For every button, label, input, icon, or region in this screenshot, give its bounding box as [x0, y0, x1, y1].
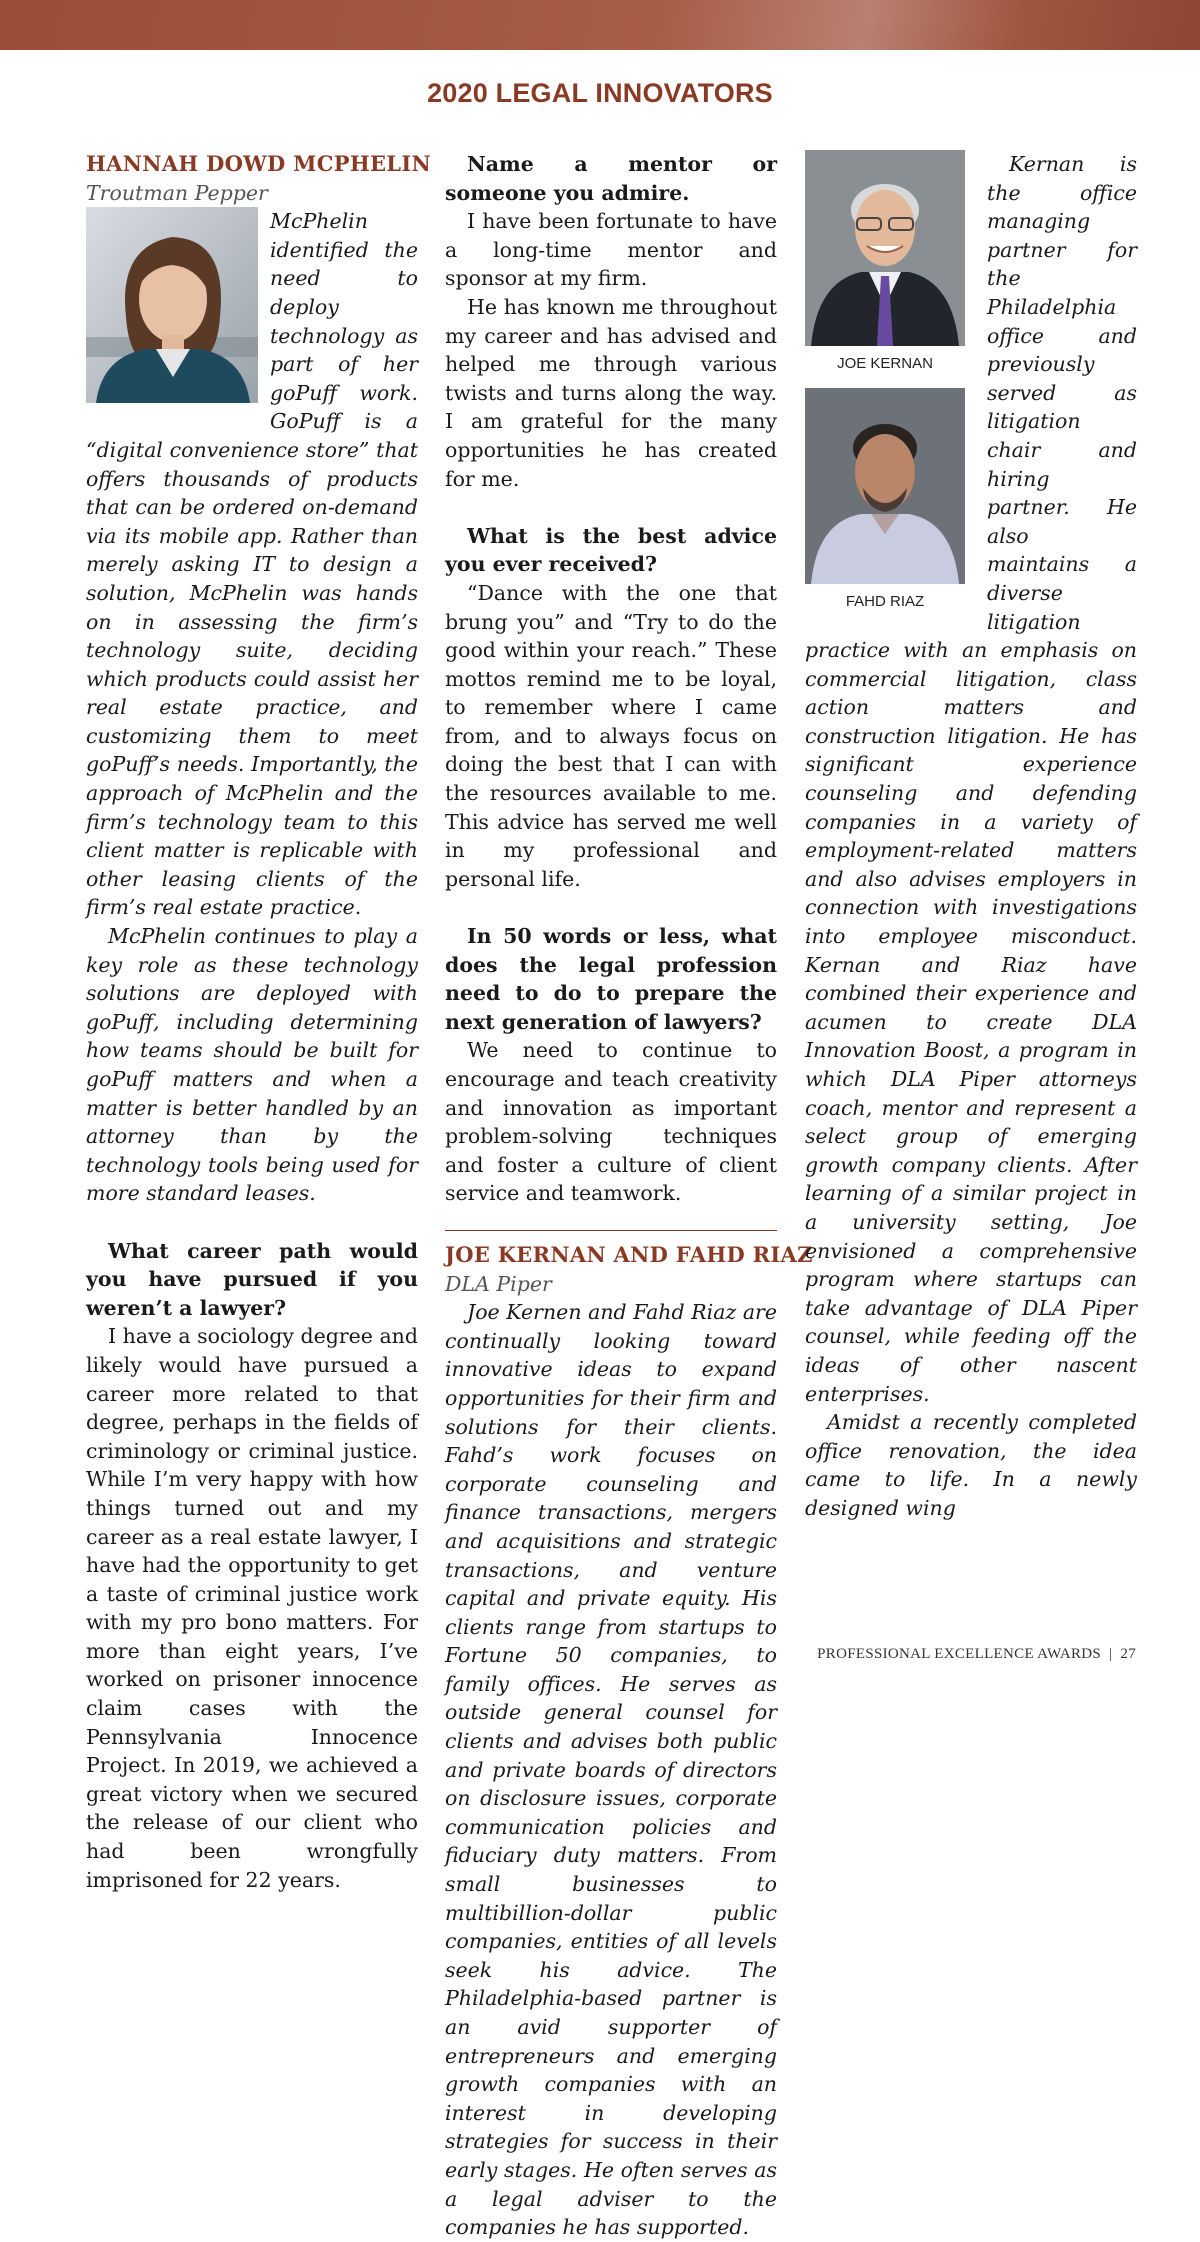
page-footer	[817, 1646, 1136, 1663]
question-heading: Name a mentor or someone you admire.	[445, 152, 777, 205]
portrait-image	[805, 150, 965, 346]
photo-riaz	[805, 388, 975, 626]
body-paragraph: Kernan is the office managing partner for the Philadelphia office and previously served as litigation chair and hiring partner. He also maintains a diverse litigation practice with an emphasis on commercial litigation, class action matters and construction litigation. He has significant experience counseling and defending companies in a variety of employment-related matters and also advises employers in connection with investigations into employee misconduct. Kernan and Riaz have combined their experience and acumen to create DLA Innovation Boost, a program in which DLA Piper attorneys coach, mentor and represent a select group of emerging growth company clients. After learning of a similar project in a university setting, Joe envisioned a comprehensive program where startups can take advantage of DLA Piper counsel, while feeding off the ideas of other nascent enterprises.	[805, 152, 1137, 1406]
column-2	[445, 150, 813, 2242]
footer-label: PROFESSIONAL EXCELLENCE AWARDS	[817, 1646, 1102, 1662]
answer-paragraph: I have a sociology degree and likely would have pursued a career more related to that degree, perhaps in the fields of criminology or criminal justice. While I’m very happy with how things turned out and my career as a real estate lawyer, I have had the opportunity to get a taste of criminal justice work with my pro bono matters. For more than eight years, I’ve worked on prisoner innocence claim cases with the Pennsylvania Innocence Project. In 2019, we achieved a great victory when we secured the release of our client who had been wrongfully imprisoned for 22 years.	[86, 1324, 418, 1892]
page-number: 27	[1120, 1646, 1136, 1662]
honoree-name: HANNAH DOWD MCPHELIN	[86, 151, 431, 176]
answer-paragraph: We need to continue to encourage and teach creativity and innovation as important problem-solving techniques and foster a culture of client service and teamwork.	[445, 1038, 777, 1206]
top-banner	[0, 0, 1200, 50]
portrait-image	[805, 388, 965, 584]
intro-paragraph: Joe Kernen and Fahd Riaz are continually looking toward innovative ideas to expand opportunities for their firm and solutions for their clients. Fahd’s work focuses on corporate counseling and finance transactions, mergers and acquisitions and strategic transactions, and venture capital and private equity. His clients range from startups to Fortune 50 companies, to family offices. He serves as outside general counsel for clients and advises both public and private boards of directors on disclosure issues, corporate communication policies and fiduciary duty matters. From small businesses to multibillion-dollar public companies, entities of all levels seek his advice. The Philadelphia-based partner is an avid supporter of entrepreneurs and emerging growth companies with an interest in developing strategies for success in their early stages. He often serves as a legal adviser to the companies he has supported.	[445, 1300, 777, 2240]
answer-paragraph: He has known me throughout my career and has advised and helped me through various twists and turns along the way. I am grateful for the many opportunities he has created for me.	[445, 294, 777, 491]
honoree-name: JOE KERNAN AND FAHD RIAZ	[445, 1241, 813, 1267]
photo-caption: FAHD RIAZ	[845, 593, 925, 610]
photo-caption: JOE KERNAN	[837, 355, 933, 372]
question-heading: What career path would you have pursued if you weren’t a lawyer?	[86, 1238, 418, 1320]
answer-paragraph: “Dance with the one that brung you” and “Try to do the good within your reach.” These mottos remind me to be loyal, to remember where I came from, and to always focus on doing the best that I can with the resources available to me. This advice has served me well in my professional and personal life.	[445, 580, 777, 891]
honoree-firm: DLA Piper	[445, 1271, 552, 1296]
question-heading: In 50 words or less, what does the legal profession need to do to prepare the next generation of lawyers?	[445, 924, 777, 1034]
answer-paragraph: I have been fortunate to have a long-time mentor and sponsor at my firm.	[445, 209, 777, 291]
body-paragraph: McPhelin continues to play a key role as these technology solutions are deployed with goPuff, including determining how teams should be built for goPuff matters and when a matter is better handled by an attorney than by the technology tools being used for more standard leases.	[86, 924, 418, 1206]
question-heading: What is the best advice you ever received?	[445, 523, 777, 577]
footer-separator: |	[1109, 1646, 1113, 1662]
body-paragraph: Amidst a recently completed office renovation, the idea came to life. In a newly designed wing	[805, 1410, 1137, 1520]
intro-paragraph: McPhelin identified the need to deploy technology as part of her goPuff work. GoPuff is a “digital convenience store” that offers thousands of products that can be ordered on-demand via its mobile app. Rather than merely asking IT to design a solution, McPhelin was hands on in assessing the firm’s technology suite, deciding which products could assist her real estate practice, and customizing them to meet goPuff’s needs. Importantly, the approach of McPhelin and the firm’s technology team to this client matter is replicable with other leasing clients of the firm’s real estate practice.	[86, 209, 418, 920]
page-title: 2020 LEGAL INNOVATORS	[427, 78, 773, 108]
honoree-firm: Troutman Pepper	[86, 180, 268, 205]
section-divider	[445, 1230, 777, 1231]
photo-kernan	[805, 150, 975, 388]
column-1	[86, 150, 431, 1894]
column-3	[805, 150, 1137, 1523]
photo-mcphelin	[86, 207, 258, 403]
portrait-image	[86, 207, 258, 403]
